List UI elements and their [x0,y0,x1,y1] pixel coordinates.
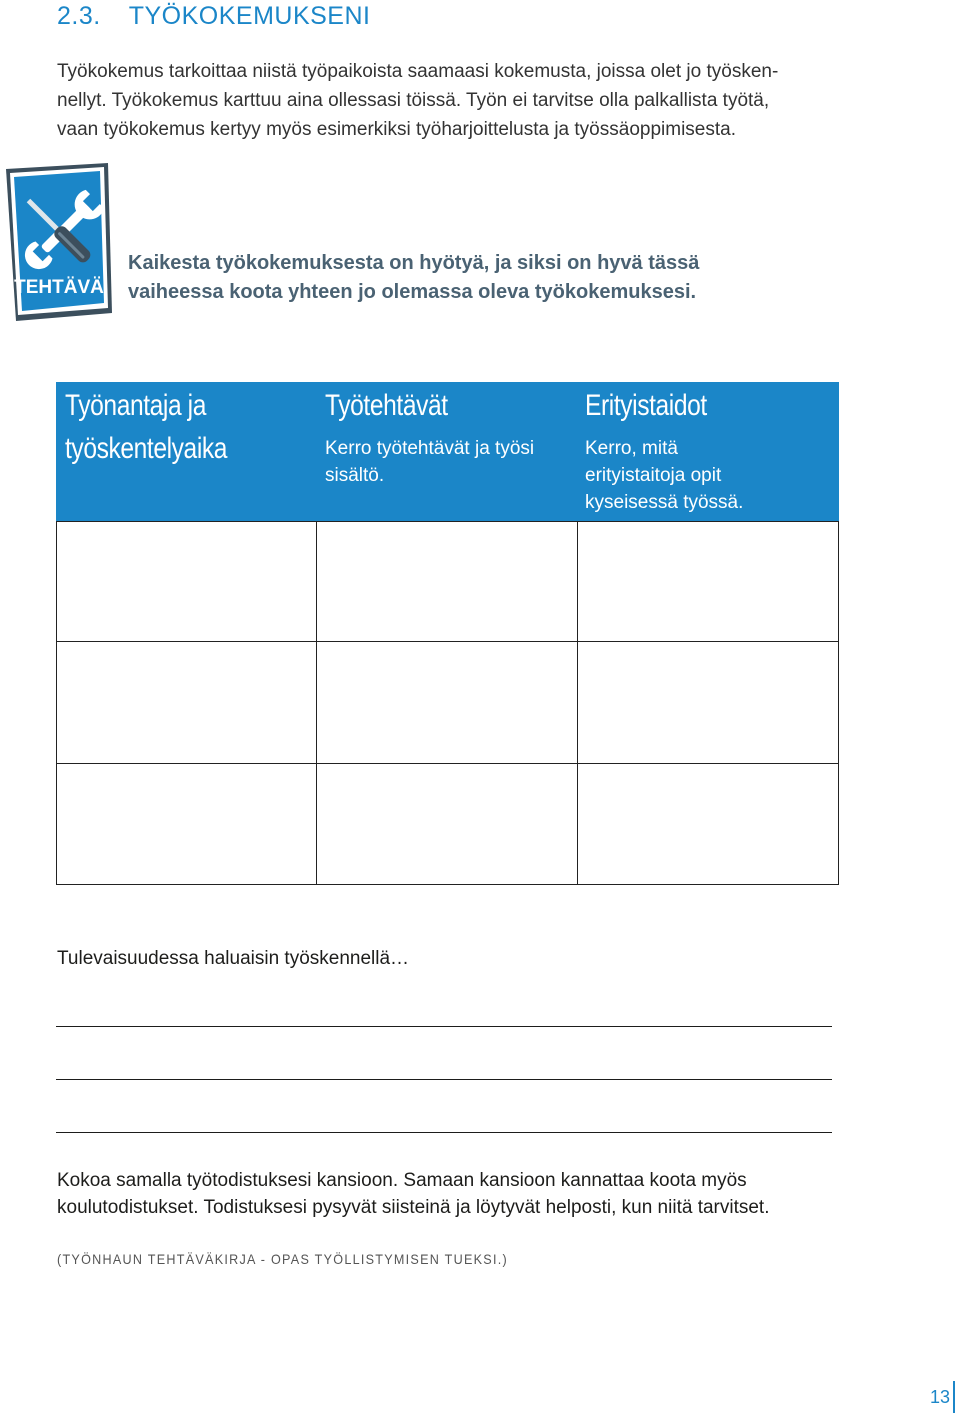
section-number: 2.3. [57,2,101,30]
column-description [585,435,835,516]
table-cell-tasks[interactable] [316,641,579,765]
table-cell-employer[interactable] [56,763,318,885]
column-title: Työtehtävät [325,389,448,422]
table-cell-skills[interactable] [577,641,839,765]
task-line: vaiheessa koota yhteen jo olemassa oleva työkokemuksesi. [128,281,697,303]
task-badge [4,163,116,323]
column-title: Työnantaja ja [65,389,207,422]
column-header-tasks [325,382,575,489]
intro-line: nellyt. Työkokemus karttuu aina ollessasi töissä. Työn ei tarvitse olla palkallista työtä, [57,90,770,111]
column-description [325,435,575,489]
table-cell-skills[interactable] [577,763,839,885]
column-header-employer [65,382,305,470]
column-description-line: sisältö. [325,465,385,486]
table-cell-employer[interactable] [56,641,318,765]
answer-line[interactable] [56,1132,832,1133]
tools-icon [4,163,116,323]
table-cell-tasks[interactable] [316,521,579,643]
work-experience-table [56,382,839,885]
column-title: Erityistaidot [585,389,707,422]
answer-line[interactable] [56,1026,832,1027]
section-title: TYÖKOKEMUKSENI [128,2,371,30]
column-header-skills [585,382,835,516]
page-number-bar [953,1381,955,1413]
column-description-line: Kerro, mitä [585,438,678,459]
badge-label: TEHTÄVÄ [14,277,104,298]
table-cell-skills[interactable] [577,521,839,643]
source-citation: (TYÖNHAUN TEHTÄVÄKIRJA - OPAS TYÖLLISTYMISEN TUEKSI.) [57,1251,508,1267]
task-instruction [128,249,908,307]
table-cell-tasks[interactable] [316,763,579,885]
intro-line: vaan työkokemus kertyy myös esimerkiksi työharjoittelusta ja työssäoppimisesta. [57,119,736,140]
future-prompt: Tulevaisuudessa haluaisin työskennellä… [57,948,410,969]
column-description-line: Kerro työtehtävät ja työsi [325,438,535,459]
column-description-line: kyseisessä työssä. [585,492,744,513]
task-line: Kaikesta työkokemuksesta on hyötyä, ja siksi on hyvä tässä [128,252,700,274]
column-title: työskentelyaika [65,432,228,465]
intro-paragraph [57,57,857,144]
answer-line[interactable] [56,1079,832,1080]
table-cell-employer[interactable] [56,521,318,643]
note-line: Kokoa samalla työtodistuksesi kansioon. Samaan kansioon kannattaa koota myös [57,1170,747,1191]
note-paragraph [57,1167,917,1221]
note-line: koulutodistukset. Todistuksesi pysyvät siisteinä ja löytyvät helposti, kun niitä tarvitset. [57,1197,770,1218]
page-number: 13 [930,1387,951,1407]
section-heading [57,2,370,31]
intro-line: Työkokemus tarkoittaa niistä työpaikoista saamaasi kokemusta, joissa olet jo työsken- [57,61,779,82]
table-header [56,382,839,521]
column-description-line: erityistaitoja opit [585,465,722,486]
